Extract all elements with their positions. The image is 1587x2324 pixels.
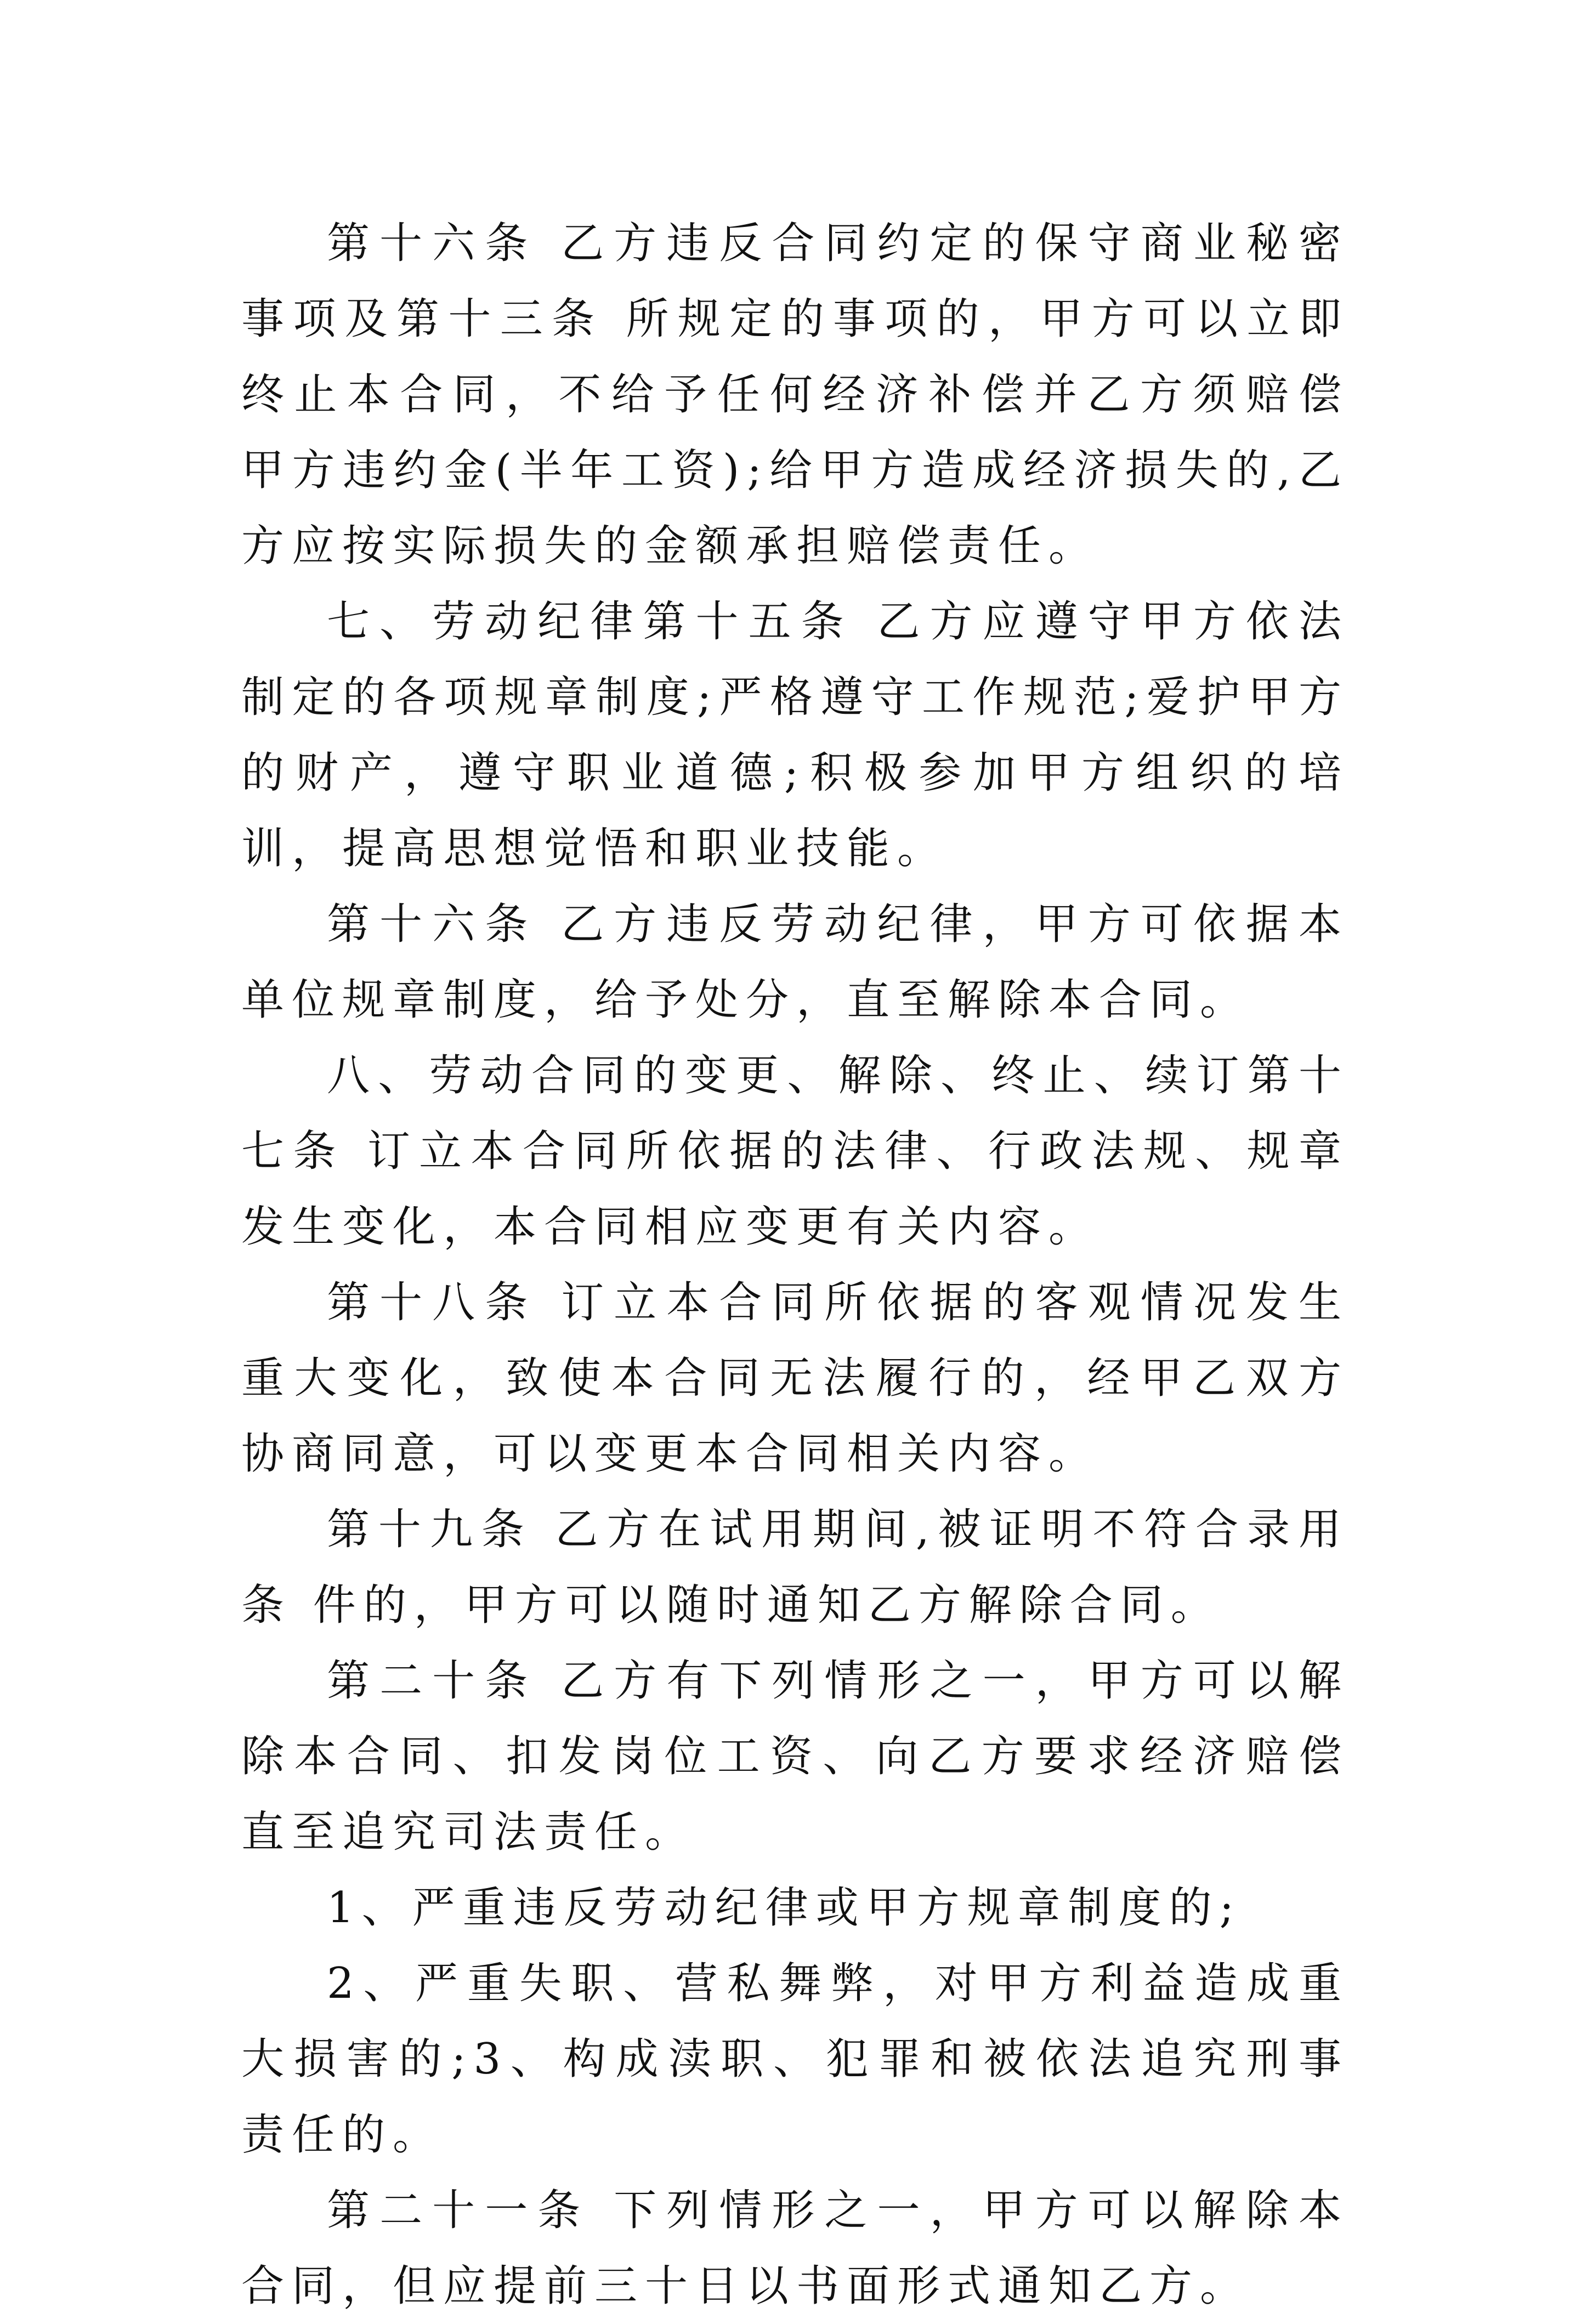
- paragraph-article-19: 第十九条 乙方在试用期间,被证明不符合录用条 件的，甲方可以随时通知乙方解除合同。: [241, 1505, 1349, 1630]
- paragraph-labor-discipline-article-15: 七、劳动纪律第十五条 乙方应遵守甲方依法制定的各项规章制度;严格遵守工作规范;爱护甲方的财产，遵守职业道德;积极参加甲方组织的培训，提高思想觉悟和职业技能。: [241, 597, 1349, 873]
- paragraph-item-2-3: 2、严重失职、营私舞弊，对甲方利益造成重大损害的;3、构成渎职、犯罪和被依法追究刑事责任的。: [241, 1959, 1349, 2160]
- paragraph-article-16-trade-secrets: 第十六条 乙方违反合同约定的保守商业秘密事项及第十三条 所规定的事项的，甲方可以立即终止本合同，不给予任何经济补偿并乙方须赔偿甲方违约金(半年工资);给甲方造成经济损失的,乙方应按实际损失的金额承担赔偿责任。: [241, 219, 1349, 571]
- document-body: [241, 206, 1349, 2324]
- paragraph-contract-change-article-17: 八、劳动合同的变更、解除、终止、续订第十七条 订立本合同所依据的法律、行政法规、规章发生变化，本合同相应变更有关内容。: [241, 1051, 1349, 1252]
- paragraph-article-16-discipline: 第十六条 乙方违反劳动纪律，甲方可依据本单位规章制度，给予处分，直至解除本合同。: [241, 900, 1349, 1025]
- paragraph-article-20: 第二十条 乙方有下列情形之一，甲方可以解除本合同、扣发岗位工资、向乙方要求经济赔偿直至追究司法责任。: [241, 1656, 1349, 1857]
- paragraph-item-1: 1、严重违反劳动纪律或甲方规章制度的;: [327, 1883, 1242, 1933]
- paragraph-article-18: 第十八条 订立本合同所依据的客观情况发生重大变化，致使本合同无法履行的，经甲乙双方协商同意，可以变更本合同相关内容。: [241, 1278, 1349, 1479]
- paragraph-article-21: 第二十一条 下列情形之一，甲方可以解除本合同，但应提前三十日以书面形式通知乙方。: [241, 2186, 1349, 2311]
